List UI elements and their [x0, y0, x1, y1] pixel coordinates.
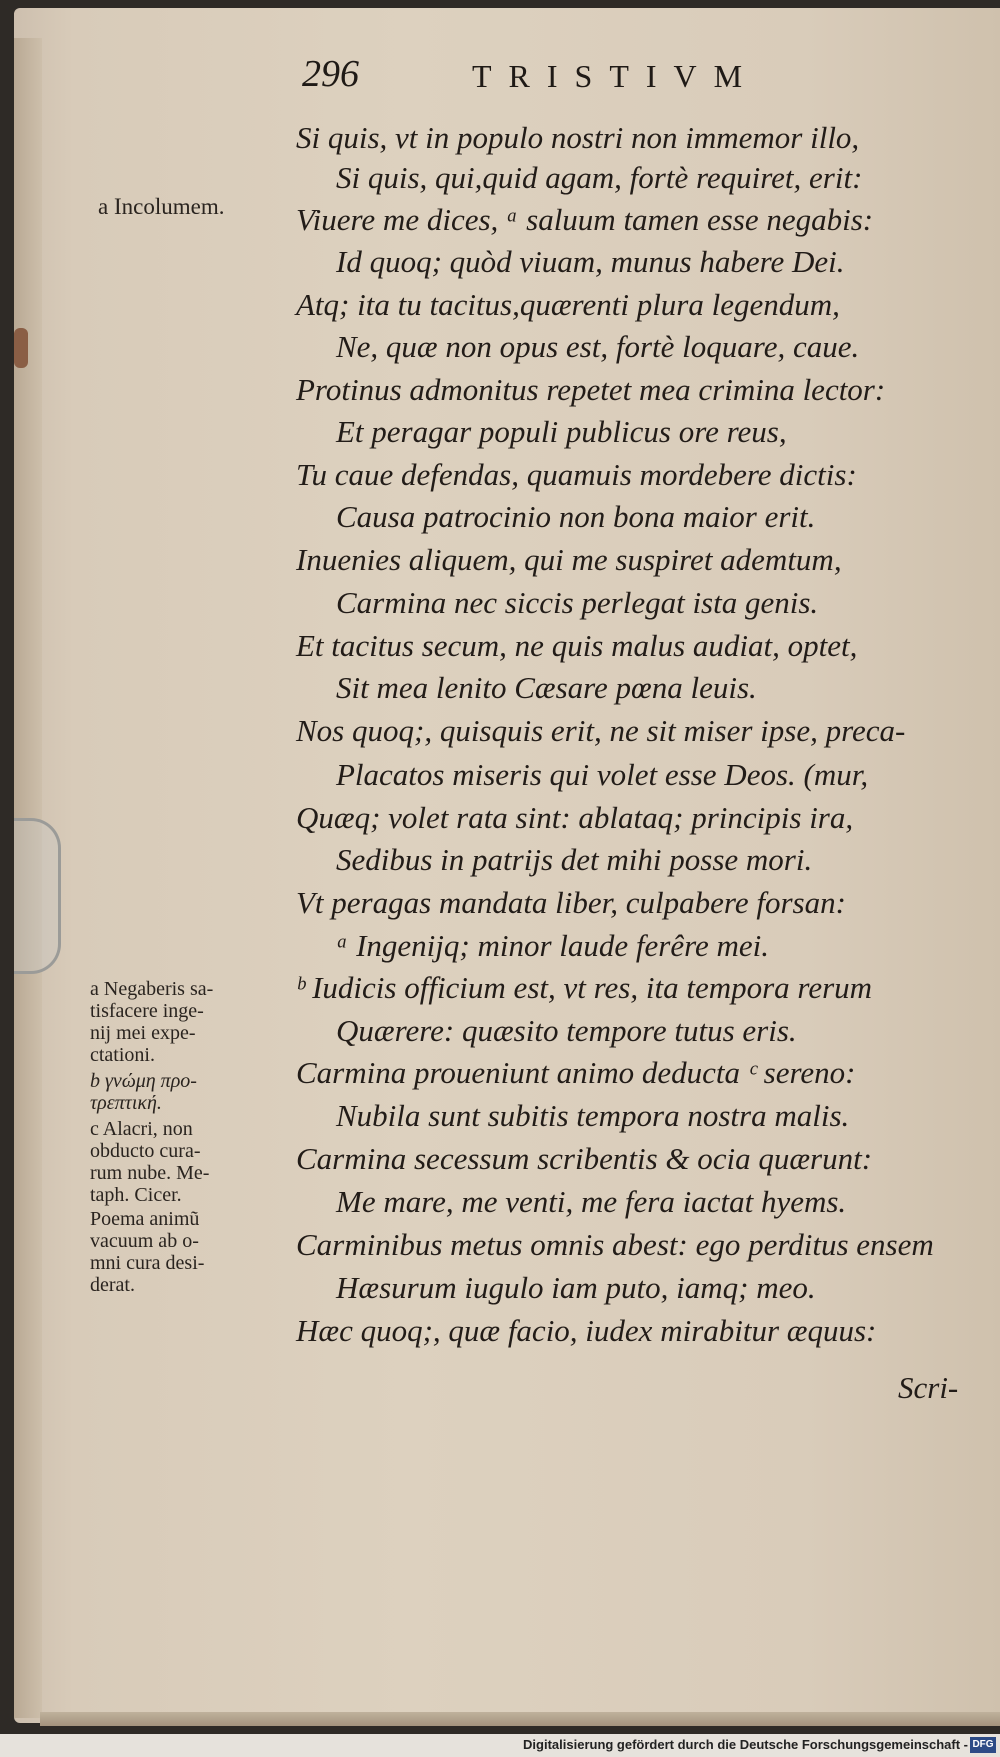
- verse-line: Quærere: quæsito tempore tutus eris.: [336, 1013, 797, 1048]
- verse-line: Et tacitus secum, ne quis malus audiat, optet,: [296, 628, 858, 663]
- verse-line: Carmina proueniunt animo deducta ᶜ sereno:: [296, 1055, 856, 1090]
- verse-line: Sedibus in patrijs det mihi posse mori.: [336, 842, 813, 877]
- side-note-line: nij mei expe-: [90, 1022, 196, 1044]
- side-note-line: b γνώμη προ-: [90, 1070, 197, 1092]
- verse-line: ᵇ Iudicis officium est, vt res, ita tempora rerum: [296, 970, 873, 1005]
- dfg-logo: DFG: [970, 1737, 996, 1753]
- verse-line: Me mare, me venti, me fera iactat hyems.: [336, 1184, 847, 1219]
- verse-line: Sit mea lenito Cæsare pœna leuis.: [336, 670, 757, 705]
- running-header: [302, 52, 862, 108]
- running-title: TRISTIVM: [472, 58, 760, 94]
- side-note-incolumem: a Incolumem.: [98, 194, 225, 219]
- verse-line: Tu caue defendas, quamuis mordebere dictis:: [296, 457, 857, 492]
- verse-line: Protinus admonitus repetet mea crimina lector:: [296, 372, 886, 407]
- verse-line: Carminibus metus omnis abest: ego perditus ensem: [296, 1227, 934, 1262]
- page-number: 296: [302, 53, 359, 95]
- page-clip: [14, 818, 61, 974]
- verse-line: Nubila sunt subitis tempora nostra malis.: [336, 1098, 850, 1133]
- side-note-line: c Alacri, non: [90, 1118, 193, 1140]
- verse-line: Id quoq; quòd viuam, munus habere Dei.: [336, 244, 845, 279]
- side-note-line: obducto cura-: [90, 1140, 201, 1162]
- verse-line: Carmina secessum scribentis & ocia quærunt:: [296, 1141, 873, 1176]
- footer-credit: Digitalisierung gefördert durch die Deutsche Forschungsgemeinschaft -: [523, 1737, 968, 1752]
- side-note-line: tisfacere inge-: [90, 1000, 204, 1022]
- side-note-line: mni cura desi-: [90, 1252, 205, 1274]
- verse-line: Et peragar populi publicus ore reus,: [336, 414, 787, 449]
- side-note-line: vacuum ab o-: [90, 1230, 199, 1252]
- verse-line: Inuenies aliquem, qui me suspiret ademtum,: [296, 542, 842, 577]
- verse-line: ᵃ Ingenijq; minor laude ferêre mei.: [336, 928, 770, 963]
- verse-line: Si quis, vt in populo nostri non immemor illo,: [296, 120, 860, 155]
- catchword: Scri-: [898, 1370, 959, 1405]
- verse-line: Atq; ita tu tacitus,quærenti plura legendum,: [296, 287, 840, 322]
- page-stain: [14, 328, 28, 368]
- side-note-line: ctationi.: [90, 1044, 155, 1066]
- verse-line: Nos quoq;, quisquis erit, ne sit miser ipse, preca-: [296, 713, 906, 748]
- verse-line: Si quis, qui,quid agam, fortè requiret, erit:: [336, 160, 863, 195]
- page-bottom-edge: [40, 1712, 1000, 1726]
- verse-line: Quæq; volet rata sint: ablataq; principis ira,: [296, 800, 854, 835]
- verse-line: Hæc quoq;, quæ facio, iudex mirabitur æquus:: [296, 1313, 877, 1348]
- verse-line: Causa patrocinio non bona maior erit.: [336, 499, 816, 534]
- verse-line: Placatos miseris qui volet esse Deos. (mur,: [336, 757, 869, 792]
- side-note-line: Poema animũ: [90, 1208, 200, 1230]
- side-note-line: a Negaberis sa-: [90, 978, 214, 1000]
- side-note-line: derat.: [90, 1274, 135, 1296]
- verse-line: Ne, quæ non opus est, fortè loquare, caue.: [336, 329, 860, 364]
- side-note-line: taph. Cicer.: [90, 1184, 182, 1206]
- verse-line: Carmina nec siccis perlegat ista genis.: [336, 585, 819, 620]
- verse-line: Viuere me dices, ᵃ saluum tamen esse negabis:: [296, 202, 874, 237]
- verse-line: Vt peragas mandata liber, culpabere forsan:: [296, 885, 846, 920]
- side-note-line: rum nube. Me-: [90, 1162, 210, 1184]
- side-note-line: τρεπτική.: [90, 1092, 162, 1114]
- digitization-footer: [0, 1734, 1000, 1757]
- verse-line: Hæsurum iugulo iam puto, iamq; meo.: [336, 1270, 816, 1305]
